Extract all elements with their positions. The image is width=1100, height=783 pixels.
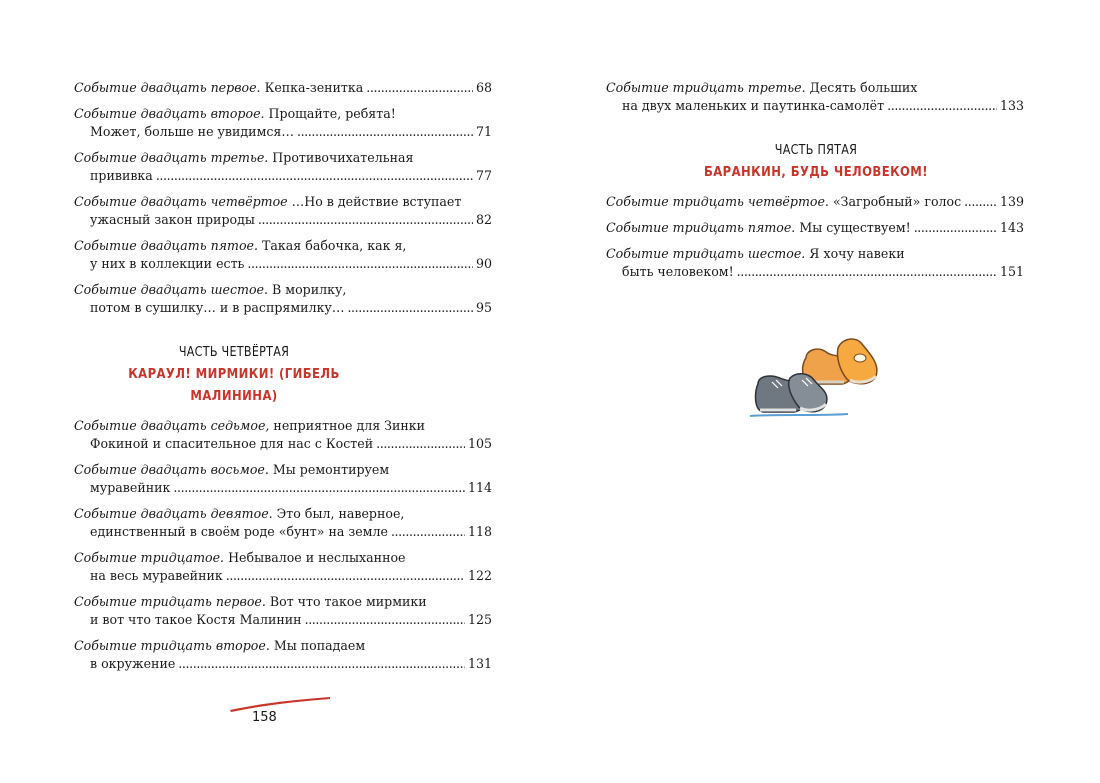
event-label: Событие тридцать третье. <box>606 80 806 95</box>
left-column <box>74 79 492 681</box>
toc-line <box>74 79 492 97</box>
event-title: …Но в действие вступает <box>291 194 462 209</box>
event-title: Кепка-зенитка <box>264 80 364 95</box>
page-ref: 68 <box>475 80 492 95</box>
event-title-continued: прививка <box>90 168 153 183</box>
event-title: «Загробный» голос <box>832 194 962 209</box>
event-title-continued: ужасный закон природы <box>90 212 255 227</box>
part-label: ЧАСТЬ ЧЕТВЁРТАЯ <box>178 345 290 360</box>
dot-leader <box>376 435 465 453</box>
page-ref: 114 <box>467 480 492 495</box>
dot-leader <box>247 255 473 273</box>
toc-line <box>74 193 492 211</box>
page-ref: 143 <box>999 220 1024 235</box>
dot-leader <box>156 167 473 185</box>
toc-group <box>74 417 492 673</box>
toc-line <box>74 105 492 123</box>
toc-entry <box>74 237 492 273</box>
toc-entry <box>74 593 492 629</box>
toc-line <box>74 523 492 541</box>
event-title: Я хочу навеки <box>809 246 905 261</box>
page-ref: 151 <box>999 264 1024 279</box>
page-ref: 139 <box>999 194 1024 209</box>
toc-line <box>606 97 1024 115</box>
event-label: Событие тридцать пятое. <box>606 220 796 235</box>
event-title: Вот что такое мирмики <box>269 594 427 609</box>
toc-entry <box>74 79 492 97</box>
part-heading <box>74 343 394 407</box>
toc-entry <box>74 105 492 141</box>
dot-leader <box>226 567 465 585</box>
dot-leader <box>173 479 465 497</box>
toc-line <box>74 237 492 255</box>
event-label: Событие двадцать девятое. <box>74 506 273 521</box>
page-ref: 82 <box>475 212 492 227</box>
page-ref: 131 <box>467 656 492 671</box>
event-label: Событие двадцать первое. <box>74 80 261 95</box>
toc-line <box>74 123 492 141</box>
page-ref: 95 <box>475 300 492 315</box>
toc-entry <box>606 79 1024 115</box>
part-label: ЧАСТЬ ПЯТАЯ <box>774 143 858 158</box>
toc-line <box>74 461 492 479</box>
event-label: Событие тридцать четвёртое. <box>606 194 829 209</box>
page-number-brush-stroke <box>228 694 332 712</box>
event-title: Мы существуем! <box>799 220 911 235</box>
right-column <box>606 79 1024 289</box>
toc-entry <box>74 461 492 497</box>
dot-leader <box>737 263 997 281</box>
event-title-continued: в окружение <box>90 656 176 671</box>
event-title-continued: на двух маленьких и паутинка-самолёт <box>622 98 885 113</box>
part-title: БАРАНКИН, БУДЬ ЧЕЛОВЕКОМ! <box>703 164 929 180</box>
toc-entry <box>74 637 492 673</box>
toc-line <box>74 549 492 567</box>
event-title: Мы ремонтируем <box>272 462 390 477</box>
event-label: Событие двадцать второе. <box>74 106 265 121</box>
toc-entry <box>606 219 1024 237</box>
toc-line <box>74 655 492 673</box>
event-title: Такая бабочка, как я, <box>262 238 407 253</box>
toc-line <box>74 149 492 167</box>
toc-entry <box>74 505 492 541</box>
event-title: Это был, наверное, <box>276 506 405 521</box>
event-title-continued: и вот что такое Костя Малинин <box>90 612 302 627</box>
event-title-continued: муравейник <box>90 480 171 495</box>
event-title-continued: быть человеком! <box>622 264 734 279</box>
dot-leader <box>391 523 465 541</box>
toc-line <box>74 417 492 435</box>
toc-line <box>606 263 1024 281</box>
toc-entry <box>74 193 492 229</box>
toc-group <box>606 79 1024 115</box>
dot-leader <box>178 655 465 673</box>
event-label: Событие двадцать восьмое. <box>74 462 269 477</box>
toc-line <box>606 245 1024 263</box>
toc-line <box>74 567 492 585</box>
event-title: неприятное для Зинки <box>273 418 426 433</box>
part-heading <box>676 141 956 183</box>
event-title-continued: у них в коллекции есть <box>90 256 245 271</box>
page-ref: 125 <box>467 612 492 627</box>
event-title: Небывалое и неслыханное <box>228 550 406 565</box>
toc-entry <box>606 245 1024 281</box>
page-ref: 118 <box>467 524 492 539</box>
dot-leader <box>964 193 997 211</box>
event-label: Событие двадцать седьмое, <box>74 418 270 433</box>
event-title: В морилку, <box>272 282 347 297</box>
event-title-continued: Может, больше не увидимся… <box>90 124 294 139</box>
toc-line <box>74 611 492 629</box>
dot-leader <box>305 611 465 629</box>
part-title: КАРАУЛ! МИРМИКИ! (ГИБЕЛЬ МАЛИНИНА) <box>128 366 340 404</box>
toc-line <box>74 593 492 611</box>
page-ref: 71 <box>475 124 492 139</box>
toc-line <box>606 193 1024 211</box>
page-ref: 122 <box>467 568 492 583</box>
toc-line <box>74 435 492 453</box>
event-label: Событие двадцать пятое. <box>74 238 258 253</box>
event-title: Прощайте, ребята! <box>268 106 396 121</box>
dot-leader <box>887 97 997 115</box>
page-ref: 105 <box>467 436 492 451</box>
toc-line <box>74 255 492 273</box>
toc-line <box>74 505 492 523</box>
shoes-illustration <box>748 330 888 422</box>
event-title: Мы попадаем <box>273 638 366 653</box>
page-ref: 77 <box>475 168 492 183</box>
toc-entry <box>74 281 492 317</box>
event-label: Событие тридцатое. <box>74 550 225 565</box>
toc-line <box>74 281 492 299</box>
toc-line <box>606 219 1024 237</box>
toc-line <box>606 79 1024 97</box>
event-title-continued: Фокиной и спасительное для нас с Костей <box>90 436 374 451</box>
dot-leader <box>347 299 473 317</box>
event-label: Событие тридцать первое. <box>74 594 266 609</box>
page-ref: 90 <box>475 256 492 271</box>
toc-entry <box>74 149 492 185</box>
orange-shoes-icon <box>803 339 877 384</box>
event-label: Событие двадцать третье. <box>74 150 269 165</box>
dot-leader <box>297 123 473 141</box>
dot-leader <box>258 211 473 229</box>
event-label: Событие тридцать второе. <box>74 638 270 653</box>
toc-entry <box>74 417 492 453</box>
event-label: Событие тридцать шестое. <box>606 246 806 261</box>
page-ref: 133 <box>999 98 1024 113</box>
page-number: 158 <box>252 710 277 725</box>
event-title-continued: потом в сушилку… и в распрямилку… <box>90 300 345 315</box>
toc-line <box>74 637 492 655</box>
event-label: Событие двадцать четвёртое <box>74 194 288 209</box>
toc-group <box>74 79 492 317</box>
dot-leader <box>366 79 473 97</box>
event-title-continued: единственный в своём роде «бунт» на земле <box>90 524 388 539</box>
toc-group <box>606 193 1024 281</box>
toc-line <box>74 299 492 317</box>
toc-line <box>74 479 492 497</box>
toc-line <box>74 211 492 229</box>
event-title: Десять больших <box>809 80 918 95</box>
event-title: Противочихательная <box>272 150 414 165</box>
dot-leader <box>914 219 997 237</box>
toc-entry <box>606 193 1024 211</box>
toc-line <box>74 167 492 185</box>
toc-entry <box>74 549 492 585</box>
event-title-continued: на весь муравейник <box>90 568 223 583</box>
event-label: Событие двадцать шестое. <box>74 282 268 297</box>
